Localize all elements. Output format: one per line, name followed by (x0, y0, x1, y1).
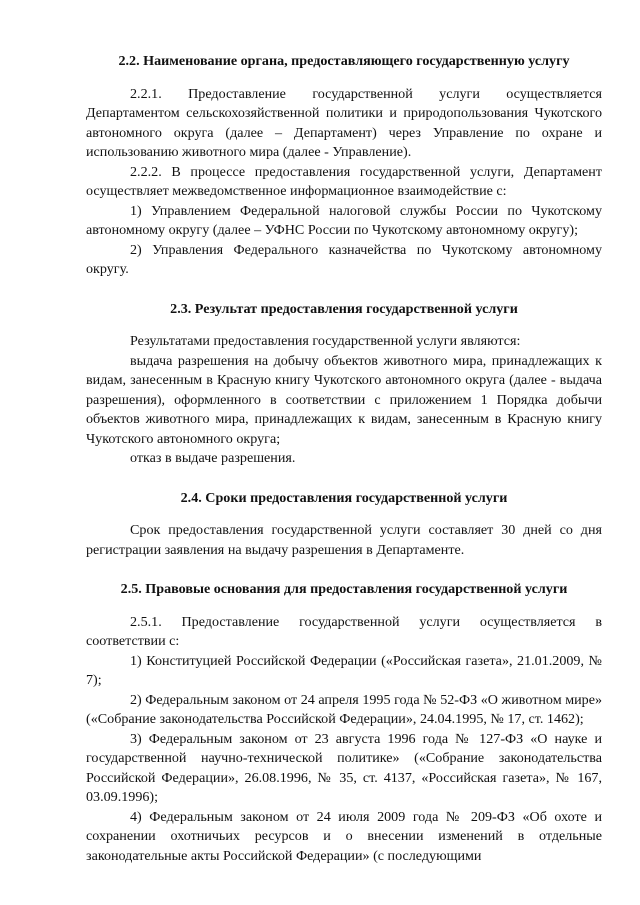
paragraph: Срок предоставления государственной услуги составляет 30 дней со дня регистрации заявления на выдачу разрешения в Департаменте. (86, 522, 602, 558)
document-page (86, 52, 602, 866)
paragraph: выдача разрешения на добычу объектов животного мира, принадлежащих к видам, занесенным в Красную книгу Чукотского автономного округа (далее - выдача разрешения), оформленного в соответствии с приложением 1 Порядка добычи объектов животного мира, принадлежащих к видам, занесенным в Красную книгу Чукотского автономного округа; (86, 352, 602, 447)
section-heading: 2.3. Результат предоставления государственной услуги (170, 300, 518, 317)
paragraph: Результатами предоставления государственной услуги являются: (130, 333, 521, 349)
paragraph: 2.2.2. В процессе предоставления государственной услуги, Департамент осуществляет межведомственное информационное взаимодействие с: (86, 163, 602, 199)
section-heading: 2.4. Сроки предоставления государственной услуги (180, 489, 508, 506)
paragraph: 1) Конституцией Российской Федерации («Российская газета», 21.01.2009, № 7); (86, 652, 602, 688)
section-heading: 2.2. Наименование органа, предоставляющего государственную услугу (118, 53, 570, 69)
paragraph: отказ в выдаче разрешения. (130, 450, 296, 466)
section-2-4 (86, 489, 602, 561)
paragraph: 2.5.1. Предоставление государственной услуги осуществляется в соответствии с: (86, 613, 602, 649)
section-2-5 (86, 580, 602, 866)
section-2-2 (86, 52, 602, 280)
paragraph: 2) Федеральным законом от 24 апреля 1995 года № 52-ФЗ «О животном мире» («Собрание законодательства Российской Федерации», 24.04.1995, № 17, ст. 1462); (86, 691, 602, 727)
paragraph: 1) Управлением Федеральной налоговой службы России по Чукотскому автономному округу (далее – УФНС России по Чукотскому автономному округу); (86, 202, 602, 238)
paragraph: 3) Федеральным законом от 23 августа 1996 года № 127-ФЗ «О науке и государственной научно-технической политике» («Собрание законодательства Российской Федерации», 26.08.1996, № 35, ст. 4137, «Российская газета», № 167, 03.09.1996); (86, 730, 602, 805)
section-2-3 (86, 300, 602, 469)
paragraph: 2.2.1. Предоставление государственной услуги осуществляется Департаментом сельскохозяйственной политики и природопользования Чукотского автономного округа (далее – Департамент) через Управление по охране и использованию животного мира (далее - Управление). (86, 85, 602, 160)
paragraph: 4) Федеральным законом от 24 июля 2009 года № 209-ФЗ «Об охоте и сохранении охотничьих ресурсов и о внесении изменений в отдельные законодательные акты Российской Федерации» (с последующими (86, 808, 602, 864)
section-heading: 2.5. Правовые основания для предоставления государственной услуги (120, 581, 568, 597)
paragraph: 2) Управления Федерального казначейства по Чукотскому автономному округу. (86, 241, 602, 277)
